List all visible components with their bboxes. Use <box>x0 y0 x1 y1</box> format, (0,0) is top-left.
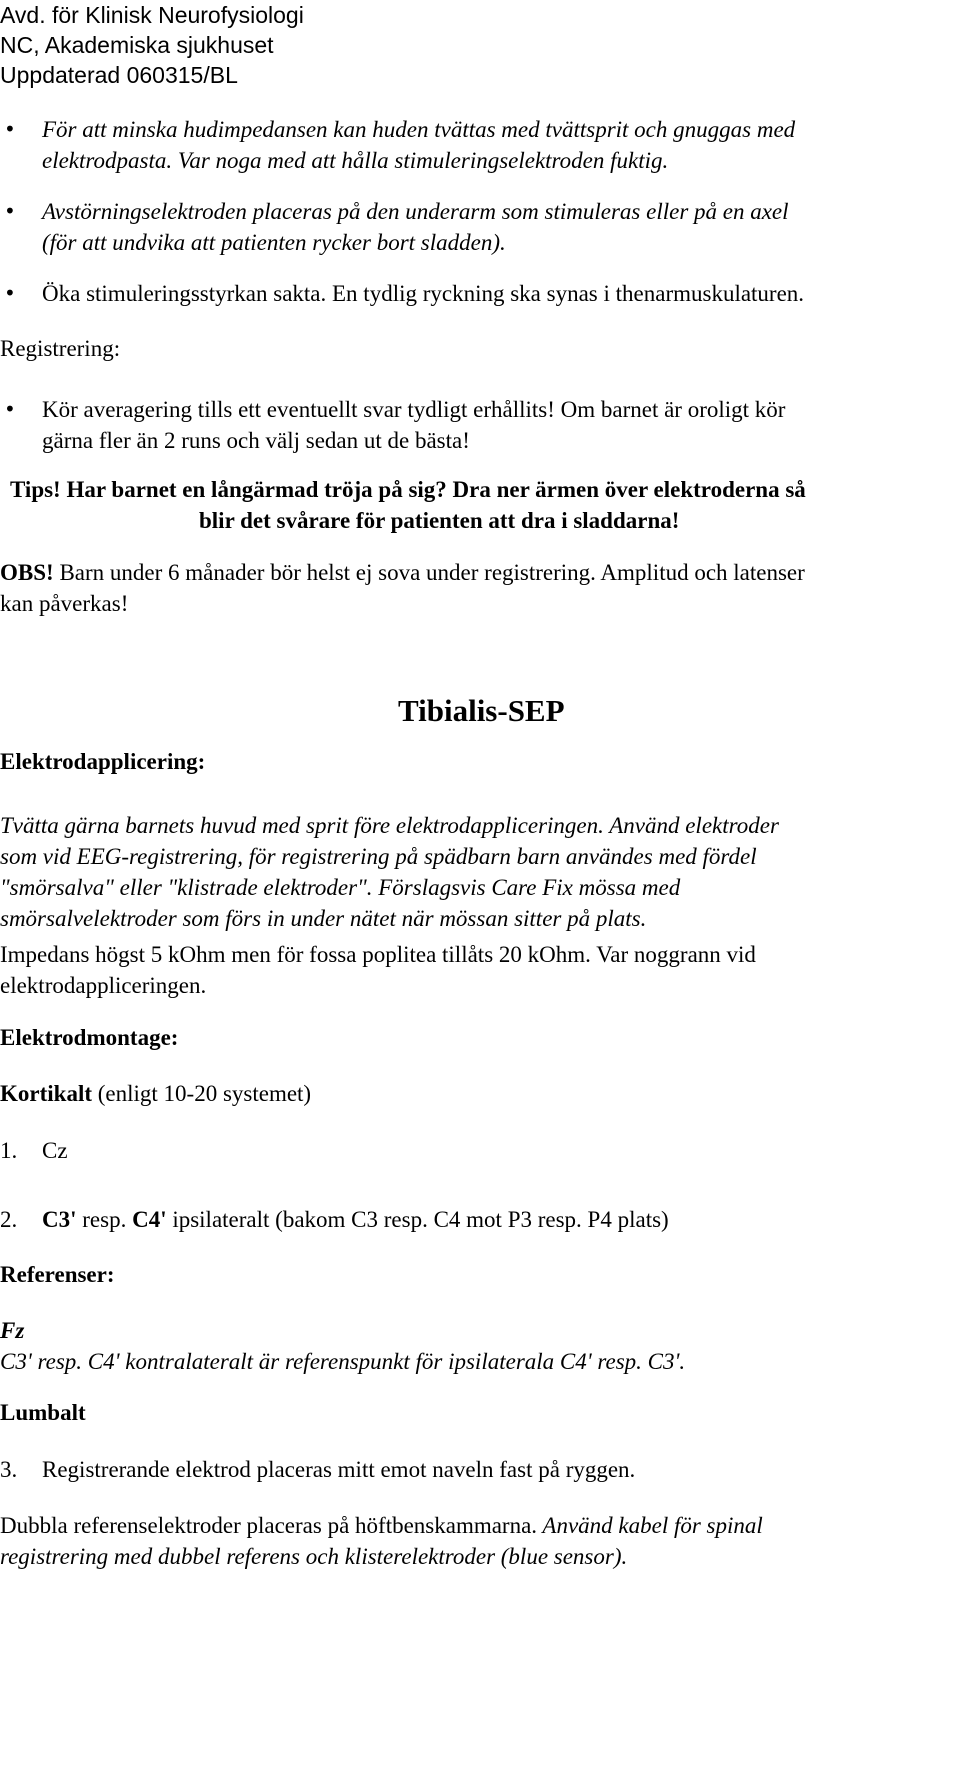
bullet-3-line-1: Öka stimuleringsstyrkan sakta. En tydlig ryckning ska synas i thenarmuskulaturen. <box>42 281 805 306</box>
elektrodapplicering-paragraph-1 <box>0 810 779 934</box>
resp-text: resp. <box>76 1207 133 1232</box>
header-line-3: Uppdaterad 060315/BL <box>0 62 238 88</box>
registrering-heading: Registrering: <box>0 336 121 361</box>
tips-line-2: blir det svårare för patienten att dra i sladdarna! <box>199 508 680 533</box>
registrering-bullet-text <box>42 394 785 456</box>
tips-line-1: Tips! Har barnet en långärmad tröja på sig? Dra ner ärmen över elektroderna så <box>10 477 806 502</box>
obs-label: OBS! <box>0 560 54 585</box>
registrering-bullet-line-2: gärna fler än 2 runs och välj sedan ut de bästa! <box>42 428 470 453</box>
elektrodapplicering-heading: Elektrodapplicering: <box>0 749 206 774</box>
page-title: Tibialis-SEP <box>398 693 565 728</box>
elektrodapplicering-paragraph-2 <box>0 939 756 1001</box>
paragraph-line: smörsalvelektroder som förs in under nätet när mössan sitter på plats. <box>0 906 647 931</box>
list-item-number: 1. <box>0 1138 18 1163</box>
final-paragraph <box>0 1510 763 1572</box>
referenser-line: C3' resp. C4' kontralateralt är referenspunkt för ipsilaterala C4' resp. C3'. <box>0 1349 686 1374</box>
list-item-1-text: Cz <box>42 1138 68 1163</box>
final-italic-1: Använd kabel för spinal <box>537 1513 763 1538</box>
referenser-heading: Referenser: <box>0 1262 115 1287</box>
bullet-2-text <box>42 196 789 258</box>
header-line-1: Avd. för Klinisk Neurofysiologi <box>0 2 304 28</box>
obs-note <box>0 557 805 619</box>
bullet-2-line-2: (för att undvika att patienten rycker bort sladden). <box>42 230 506 255</box>
bullet-icon: • <box>4 199 16 223</box>
obs-line-1: Barn under 6 månader bör helst ej sova under registrering. Amplitud och latenser <box>53 560 805 585</box>
list-item-3 <box>0 1454 17 1485</box>
header-line-2: NC, Akademiska sjukhuset <box>0 32 274 58</box>
fz-label: Fz <box>0 1318 25 1343</box>
obs-line-2: kan påverkas! <box>0 591 129 616</box>
bullet-2-line-1: Avstörningselektroden placeras på den underarm som stimuleras eller på en axel <box>42 199 789 224</box>
paragraph-line: Impedans högst 5 kOhm men för fossa poplitea tillåts 20 kOhm. Var noggrann vid <box>0 942 756 967</box>
paragraph-line: elektrodappliceringen. <box>0 973 207 998</box>
kortikalt-line <box>0 1078 311 1109</box>
paragraph-line: Tvätta gärna barnets huvud med sprit före elektrodappliceringen. Använd elektroder <box>0 813 779 838</box>
c4-label: C4' <box>132 1207 167 1232</box>
list-item-2 <box>0 1204 17 1235</box>
kortikalt-label: Kortikalt <box>0 1081 92 1106</box>
final-normal: Dubbla referenselektroder placeras på höftbenskammarna. <box>0 1513 538 1538</box>
final-italic-2: registrering med dubbel referens och klisterelektroder (blue sensor). <box>0 1544 628 1569</box>
bullet-1-line-1: För att minska hudimpedansen kan huden tvättas med tvättsprit och gnuggas med <box>42 117 796 142</box>
lumbalt-heading: Lumbalt <box>0 1400 86 1425</box>
bullet-3-text <box>42 278 804 309</box>
paragraph-line: som vid EEG-registrering, för registrering på spädbarn barn användes med fördel <box>0 844 757 869</box>
bullet-1-line-2: elektrodpasta. Var noga med att hålla stimuleringselektroden fuktig. <box>42 148 669 173</box>
c3-label: C3' <box>42 1207 77 1232</box>
kortikalt-rest: (enligt 10-20 systemet) <box>92 1081 312 1106</box>
header <box>0 0 304 90</box>
list-item-number: 3. <box>0 1457 18 1482</box>
bullet-1-text <box>42 114 795 176</box>
list-item-3-text: Registrerande elektrod placeras mitt emot naveln fast på ryggen. <box>42 1457 636 1482</box>
bullet-icon: • <box>4 281 16 305</box>
list-item-2-text <box>42 1204 669 1235</box>
item-2-rest: ipsilateralt (bakom C3 resp. C4 mot P3 resp. P4 plats) <box>166 1207 669 1232</box>
bullet-icon: • <box>4 397 16 421</box>
registrering-bullet-line-1: Kör averagering tills ett eventuellt svar tydligt erhållits! Om barnet är oroligt kör <box>42 397 786 422</box>
list-item-number: 2. <box>0 1207 18 1232</box>
paragraph-line: "smörsalva" eller "klistrade elektroder". Förslagsvis Care Fix mössa med <box>0 875 681 900</box>
list-item-1 <box>0 1135 17 1166</box>
elektrodmontage-heading: Elektrodmontage: <box>0 1025 179 1050</box>
bullet-icon: • <box>4 117 16 141</box>
